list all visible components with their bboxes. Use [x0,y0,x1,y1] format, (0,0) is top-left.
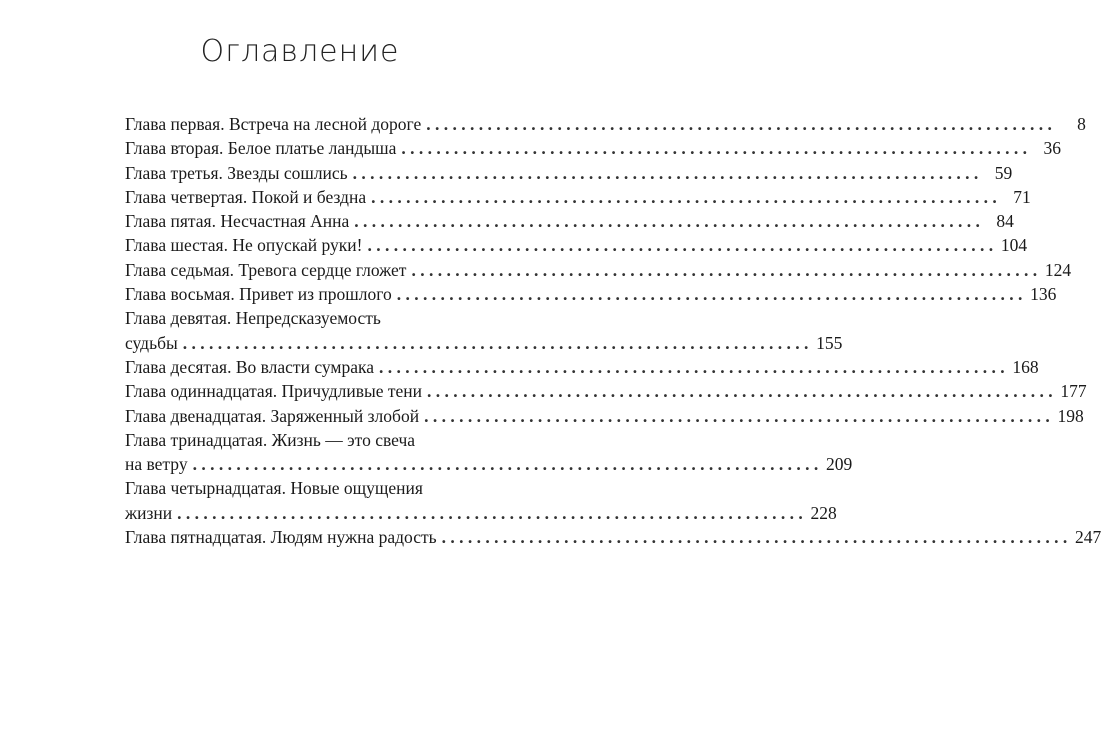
toc-entry [125,379,1087,403]
toc-page-number: 198 [1057,405,1084,426]
toc-entry-line [125,136,1062,160]
toc-entry-title: Глава двенадцатая. Заряженный злобой [125,405,420,426]
toc-entry-title: судьбы [125,332,178,353]
toc-page-number: 104 [1000,235,1028,256]
toc-entry-line [125,185,1031,209]
toc-entry-title: Глава третья. Звезды сошлись [125,162,348,183]
toc-entry-line [125,452,853,476]
dot-leader [426,112,1052,136]
toc-page-number: 8 [1077,114,1086,134]
toc-page-number: 155 [816,332,843,353]
dot-leader [183,331,809,355]
toc-page-number: 71 [1013,186,1031,207]
toc-page-number: 247 [1075,527,1101,548]
toc-entry [125,428,853,477]
dot-leader [401,136,1027,160]
toc-entry [125,525,1101,549]
toc-entry [125,355,1039,379]
toc-entry-title: Глава вторая. Белое платье ландыша [125,138,397,159]
toc-entry [125,112,1086,136]
toc-entry-title: Глава четвертая. Покой и бездна [125,186,367,207]
dot-leader [442,525,1068,549]
toc-entry-line [125,501,837,525]
toc-entry-line [125,258,1072,282]
toc-entry-line [125,112,1086,136]
dot-leader [424,404,1050,428]
toc-page-number: 84 [996,211,1014,232]
toc-entry [125,306,843,355]
table-of-contents [125,112,1101,549]
dot-leader [193,452,819,476]
toc-entry-line [125,233,1028,257]
toc-page-number: 124 [1044,259,1072,280]
toc-entry-title: Глава одиннадцатая. Причудливые тени [125,381,423,402]
dot-leader [379,355,1005,379]
toc-entry [125,136,1062,160]
toc-entry [125,404,1084,428]
toc-entry-title: Глава тринадцатая. Жизнь — это свеча [125,429,416,450]
toc-page-number: 228 [810,502,837,523]
toc-entry-title: Глава пятая. Несчастная Анна [125,211,350,232]
toc-page-number: 168 [1012,356,1039,377]
toc-entry [125,282,1057,306]
toc-entry-line [125,209,1014,233]
toc-page-number: 36 [1043,138,1062,159]
toc-entry [125,476,837,525]
toc-entry [125,209,1014,233]
toc-page-number: 209 [825,454,853,475]
toc-entry-title: Глава девятая. Непредсказуемость [125,308,381,329]
toc-entry-title: Глава десятая. Во власти сумрака [125,356,374,377]
toc-entry-title: Глава седьмая. Тревога сердце гложет [125,259,407,280]
toc-entry-line [125,355,1039,379]
toc-entry [125,258,1072,282]
dot-leader [177,501,803,525]
toc-entry-line [125,282,1057,306]
toc-entry-line [125,404,1084,428]
toc-entry [125,233,1028,257]
toc-entry-title: Глава пятнадцатая. Людям нужна радость [125,527,437,548]
toc-entry [125,161,1013,185]
toc-page-number: 177 [1060,381,1087,402]
toc-entry-title: Глава восьмая. Привет из прошлого [125,284,392,305]
toc-entry-line [125,161,1013,185]
toc-entry-title: Глава первая. Встреча на лесной дороге [125,114,422,134]
dot-leader [397,282,1023,306]
toc-entry-line [125,379,1087,403]
dot-leader [427,379,1053,403]
toc-entry [125,185,1031,209]
toc-page-number: 59 [994,162,1013,183]
toc-entry-line [125,428,485,452]
dot-leader [367,233,993,257]
toc-entry-title: Глава шестая. Не опускай руки! [125,235,363,256]
dot-leader [411,258,1037,282]
toc-entry-title: Глава четырнадцатая. Новые ощущения [125,478,423,499]
dot-leader [354,209,980,233]
toc-entry-line [125,331,843,355]
toc-entry-line [125,525,1101,549]
toc-entry-line [125,306,485,330]
page-title: Оглавление [200,34,400,69]
dot-leader [371,185,997,209]
toc-entry-line [125,476,485,500]
toc-entry-title: на ветру [125,454,188,475]
toc-page-number: 136 [1030,284,1057,305]
toc-entry-title: жизни [125,502,173,523]
dot-leader [353,161,979,185]
